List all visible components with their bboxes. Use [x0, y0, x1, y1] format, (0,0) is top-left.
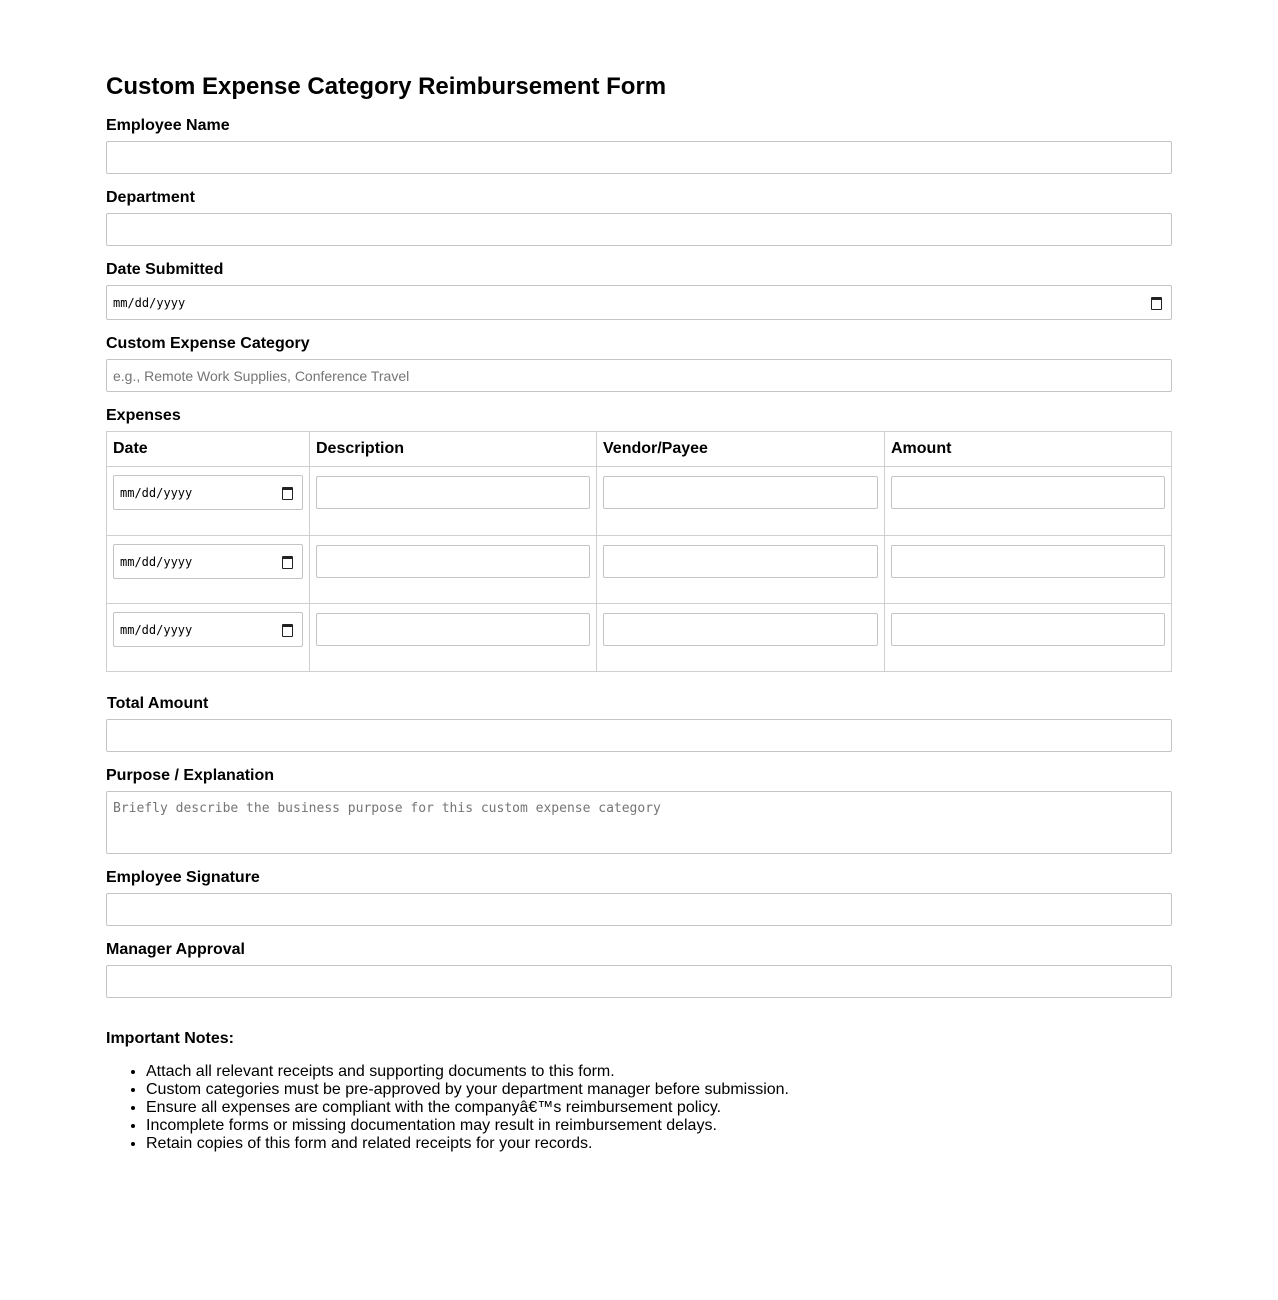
employee-signature-label: Employee Signature: [106, 869, 260, 886]
expense-row-2-vendor[interactable]: [603, 545, 878, 578]
expenses-label: Expenses: [106, 407, 181, 424]
expense-row-1-description[interactable]: [316, 476, 590, 509]
department-input[interactable]: [106, 213, 1172, 246]
notes-list: [106, 1063, 789, 1153]
custom-category-placeholder: e.g., Remote Work Supplies, Conference Travel: [113, 368, 410, 384]
date-submitted-input[interactable]: [106, 285, 1172, 320]
department-label: Department: [106, 189, 195, 206]
total-amount-input[interactable]: [106, 719, 1172, 752]
purpose-label: Purpose / Explanation: [106, 767, 275, 784]
list-item: • Incomplete forms or missing documentation may result in reimbursement delays.: [146, 1117, 789, 1135]
list-item: • Retain copies of this form and related receipts for your records.: [146, 1135, 789, 1153]
expense-row-1-amount[interactable]: [891, 476, 1165, 509]
calendar-icon[interactable]: [1151, 297, 1162, 310]
expense-row-1-date-value: mm/dd/yyyy: [120, 486, 193, 500]
list-item: • Custom categories must be pre-approved by your department manager before submission.: [146, 1081, 789, 1099]
employee-name-label: Employee Name: [106, 117, 230, 134]
expense-row-3-description[interactable]: [316, 613, 590, 646]
expense-row-2-amount[interactable]: [891, 545, 1165, 578]
manager-approval-input[interactable]: [106, 965, 1172, 998]
purpose-placeholder: Briefly describe the business purpose for this custom expense category: [113, 801, 661, 816]
total-amount-label: Total Amount: [107, 695, 209, 712]
date-submitted-label: Date Submitted: [106, 261, 224, 278]
employee-name-input[interactable]: [106, 141, 1172, 174]
employee-signature-input[interactable]: [106, 893, 1172, 926]
expenses-table: [106, 431, 1172, 672]
column-header-description: Description: [316, 440, 405, 457]
calendar-icon[interactable]: [282, 624, 293, 637]
expense-row-3-date-value: mm/dd/yyyy: [120, 623, 193, 637]
expense-row-2-date[interactable]: [113, 544, 303, 579]
purpose-textarea[interactable]: [106, 791, 1172, 854]
expense-row-3-vendor[interactable]: [603, 613, 878, 646]
calendar-icon[interactable]: [282, 487, 293, 500]
column-header-amount: Amount: [891, 440, 952, 457]
list-item: • Attach all relevant receipts and supporting documents to this form.: [146, 1063, 789, 1081]
expense-row-1-date[interactable]: [113, 475, 303, 510]
page-title: Custom Expense Category Reimbursement Form: [106, 73, 667, 100]
expense-row-2-description[interactable]: [316, 545, 590, 578]
expense-row-2-date-value: mm/dd/yyyy: [120, 555, 193, 569]
custom-category-label: Custom Expense Category: [106, 335, 310, 352]
expense-row-1-vendor[interactable]: [603, 476, 878, 509]
expense-row-3-date[interactable]: [113, 612, 303, 647]
manager-approval-label: Manager Approval: [106, 941, 245, 958]
list-item: • Ensure all expenses are compliant with the companyâ€™s reimbursement policy.: [146, 1099, 789, 1117]
column-header-vendor: Vendor/Payee: [603, 440, 708, 457]
expense-row-3-amount[interactable]: [891, 613, 1165, 646]
calendar-icon[interactable]: [282, 556, 293, 569]
column-header-date: Date: [113, 440, 148, 457]
date-submitted-value: mm/dd/yyyy: [113, 296, 186, 310]
custom-category-input[interactable]: [106, 359, 1172, 392]
notes-title: Important Notes:: [106, 1030, 234, 1047]
